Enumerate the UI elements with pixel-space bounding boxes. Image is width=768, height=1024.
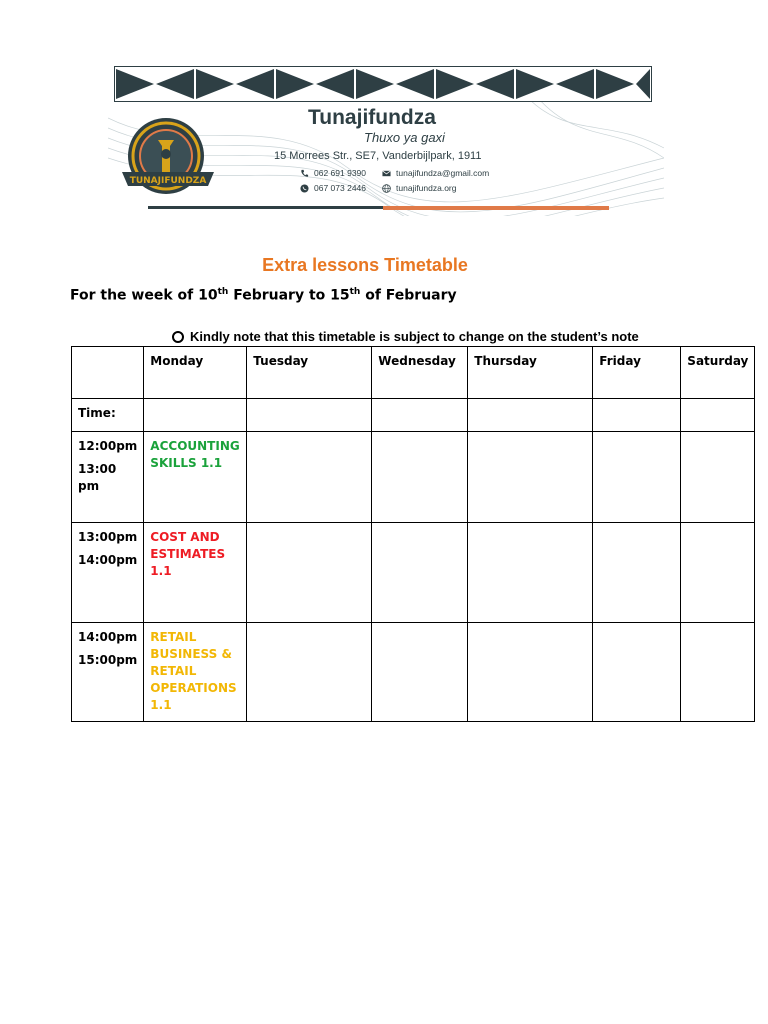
phone-contact xyxy=(300,168,366,178)
website-contact xyxy=(382,183,457,193)
slot-start: 14:00pm xyxy=(78,630,138,644)
week-middle: February to 15 xyxy=(228,287,350,304)
header-wednesday: Wednesday xyxy=(372,347,468,399)
header-monday: Monday xyxy=(144,347,247,399)
week-prefix: For the week of 10 xyxy=(70,287,218,304)
slot-start: 12:00pm xyxy=(78,439,138,453)
slot-end: 14:00pm xyxy=(78,553,138,567)
monday-lesson: RETAIL BUSINESS & RETAIL OPERATIONS 1.1 xyxy=(144,623,247,722)
week-line xyxy=(70,287,457,304)
letterhead xyxy=(108,62,664,216)
phone-number: 062 691 9390 xyxy=(314,168,366,178)
email-address: tunajifundza@gmail.com xyxy=(396,168,490,178)
header-friday: Friday xyxy=(593,347,681,399)
document-title: Extra lessons Timetable xyxy=(262,255,468,275)
header-saturday: Saturday xyxy=(681,347,755,399)
whatsapp-contact xyxy=(300,183,366,193)
website-url: tunajifundza.org xyxy=(396,183,457,193)
footer-line-dark xyxy=(148,206,383,209)
slot-end: 15:00pm xyxy=(78,653,138,667)
table-row xyxy=(72,523,755,623)
triangle-banner xyxy=(114,66,652,102)
globe-icon xyxy=(382,184,391,193)
time-slot xyxy=(72,523,144,623)
note-line xyxy=(172,329,639,344)
logo-text: TUNAJIFUNDZA xyxy=(129,176,207,186)
whatsapp-number: 067 073 2446 xyxy=(314,183,366,193)
header-thursday: Thursday xyxy=(468,347,593,399)
week-suffix: of February xyxy=(360,287,457,304)
slot-end: 13:00 pm xyxy=(78,462,117,493)
phone-icon xyxy=(300,169,309,178)
monday-lesson: ACCOUNTING SKILLS 1.1 xyxy=(144,432,247,523)
whatsapp-icon xyxy=(300,184,309,193)
footer-line-orange xyxy=(383,206,609,210)
org-address: 15 Morrees Str., SE7, Vanderbijlpark, 1911 xyxy=(274,150,482,162)
time-slot xyxy=(72,432,144,523)
header-cell-blank xyxy=(72,347,144,399)
week-sup-2: th xyxy=(349,287,361,297)
slot-start: 13:00pm xyxy=(78,530,138,544)
timetable xyxy=(71,346,755,722)
org-tagline: Thuxo ya gaxi xyxy=(364,130,445,145)
table-row xyxy=(72,623,755,722)
time-label: Time: xyxy=(72,399,144,432)
tunajifundza-logo xyxy=(118,110,218,214)
time-label-row xyxy=(72,399,755,432)
mail-icon xyxy=(382,169,391,178)
header-tuesday: Tuesday xyxy=(247,347,372,399)
monday-lesson: COST AND ESTIMATES 1.1 xyxy=(144,523,247,623)
email-contact xyxy=(382,168,489,178)
circle-bullet-icon xyxy=(172,331,184,343)
header-row xyxy=(72,347,755,399)
note-text: Kindly note that this timetable is subject to change on the student’s note xyxy=(190,329,639,344)
time-slot xyxy=(72,623,144,722)
week-sup-1: th xyxy=(217,287,229,297)
table-row xyxy=(72,432,755,523)
org-name: Tunajifundza xyxy=(308,106,436,129)
